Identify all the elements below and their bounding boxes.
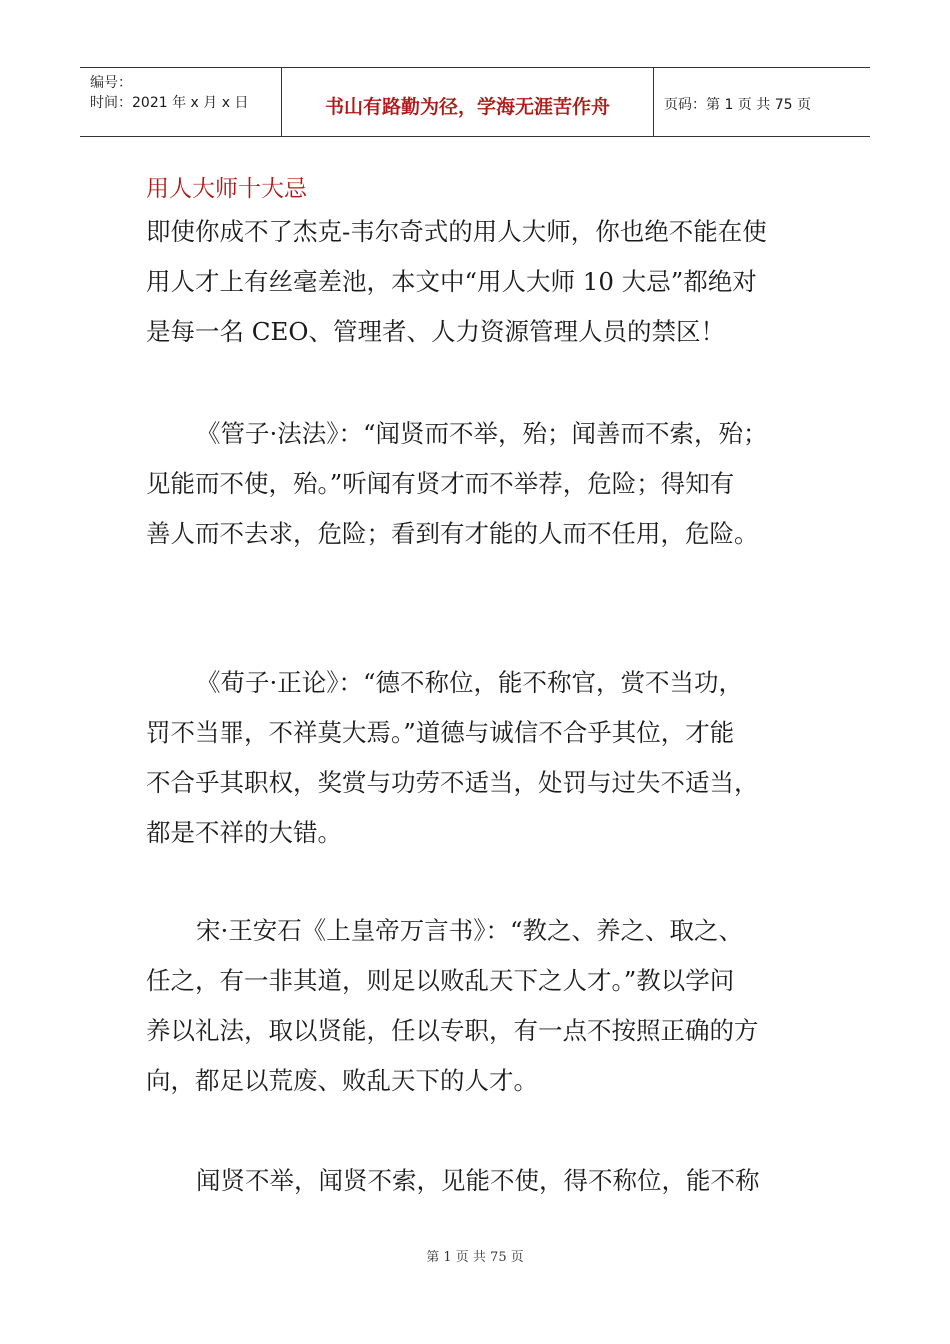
paragraph-line: 任之，有一非其道，则足以败乱天下之人才。”教以学问 <box>146 966 735 995</box>
paragraph-guanzi <box>146 409 826 559</box>
paragraph-intro <box>146 207 826 357</box>
paragraph-summary <box>146 1156 826 1206</box>
paragraph-line: 是每一名 CEO、管理者、人力资源管理人员的禁区！ <box>146 317 726 346</box>
paragraph-line: 都是不祥的大错。 <box>146 818 342 847</box>
header-page-info: 页码：第 1 页 共 75 页 <box>664 97 811 113</box>
page-header <box>80 67 870 137</box>
paragraph-line: 《荀子·正论》：“德不称位，能不称官，赏不当功， <box>196 668 744 697</box>
paragraph-line: 用人才上有丝毫差池，本文中“用人大师 10 大忌”都绝对 <box>146 267 757 296</box>
document-number: 编号： <box>90 75 132 91</box>
paragraph-line: 罚不当罪，不祥莫大焉。”道德与诚信不合乎其位，才能 <box>146 718 735 747</box>
paragraph-line: 《管子·法法》：“闻贤而不举，殆；闻善而不索，殆； <box>196 419 768 448</box>
header-motto: 书山有路勤为径，学海无涯苦作舟 <box>282 68 654 136</box>
paragraph-line: 不合乎其职权，奖赏与功劳不适当，处罚与过失不适当， <box>146 768 759 797</box>
paragraph-line: 养以礼法，取以贤能，任以专职，有一点不按照正确的方 <box>146 1016 759 1045</box>
paragraph-wanganshi <box>146 906 826 1106</box>
paragraph-line: 闻贤不举，闻贤不索，见能不使，得不称位，能不称 <box>196 1166 760 1195</box>
document-date: 时间：2021 年 x 月 x 日 <box>90 95 249 111</box>
header-meta <box>80 68 282 136</box>
paragraph-line: 见能而不使，殆。”听闻有贤才而不举荐，危险；得知有 <box>146 469 735 498</box>
paragraph-line: 善人而不去求，危险；看到有才能的人而不任用，危险。 <box>146 519 759 548</box>
paragraph-line: 宋·王安石《上皇帝万言书》：“教之、养之、取之、 <box>196 916 744 945</box>
paragraph-line: 向，都足以荒废、败乱天下的人才。 <box>146 1066 538 1095</box>
document-title: 用人大师十大忌 <box>146 176 307 202</box>
paragraph-line: 即使你成不了杰克-韦尔奇式的用人大师，你也绝不能在使 <box>146 217 767 246</box>
paragraph-xunzi <box>146 658 826 858</box>
page-footer: 第 1 页 共 75 页 <box>426 1250 524 1265</box>
